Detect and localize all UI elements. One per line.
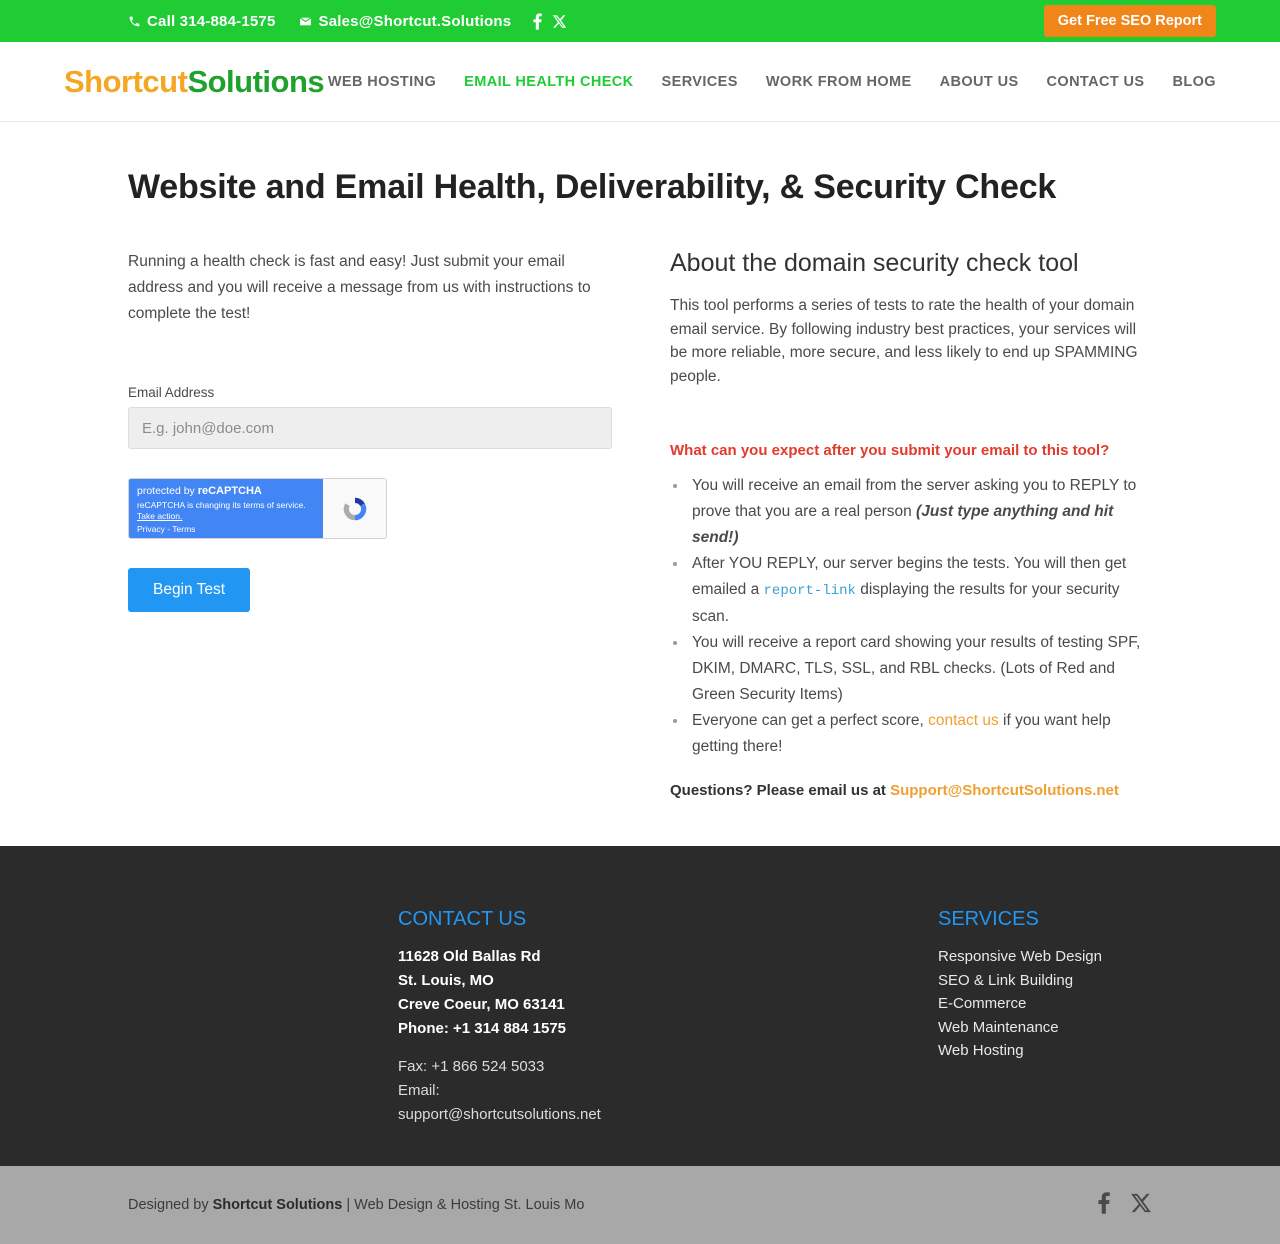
- phone-text: Call 314-884-1575: [147, 12, 276, 30]
- list-item: [688, 630, 1152, 708]
- recaptcha-protected-text: protected by: [137, 485, 198, 497]
- nav-item-services[interactable]: SERVICES: [661, 73, 738, 90]
- bullet-1-emphasis: (Just type anything and hit send!): [692, 503, 1114, 546]
- questions-line: [670, 782, 1152, 799]
- recaptcha-terms-link[interactable]: Terms: [172, 524, 196, 534]
- questions-prefix: Questions? Please email us at: [670, 782, 891, 799]
- copyright-brand[interactable]: Shortcut Solutions: [212, 1197, 343, 1213]
- footer-address-line1: 11628 Old Ballas Rd: [398, 948, 541, 965]
- about-heading: About the domain security check tool: [670, 249, 1079, 277]
- site-header: [0, 42, 1280, 122]
- email-link[interactable]: [298, 13, 512, 30]
- copyright-prefix: Designed by: [128, 1197, 213, 1213]
- email-text: Sales@Shortcut.Solutions: [318, 12, 512, 30]
- footer-fax: Fax: +1 866 524 5033: [398, 1058, 545, 1075]
- bullet-2-text-post: displaying the results for your security scan.: [692, 581, 1120, 625]
- support-email-link[interactable]: Support@ShortcutSolutions.net: [890, 782, 1119, 799]
- copyright-suffix: | Web Design & Hosting St. Louis Mo: [342, 1197, 585, 1213]
- footer-address-line3: Creve Coeur, MO 63141: [398, 996, 565, 1013]
- recaptcha-privacy-link[interactable]: Privacy: [137, 524, 165, 534]
- recaptcha-logo-area: [323, 479, 386, 538]
- recaptcha-take-action-link[interactable]: Take action.: [137, 511, 183, 521]
- footer-service-e-commerce[interactable]: E-Commerce: [938, 995, 1027, 1012]
- footer-spacer-column: [128, 908, 398, 1166]
- bullet-1-text: You will receive an email from the server asking you to REPLY to prove that you are a real person: [692, 477, 1137, 520]
- nav-item-web-hosting[interactable]: WEB HOSTING: [327, 73, 437, 90]
- x-twitter-icon[interactable]: [1130, 1192, 1152, 1219]
- nav-item-about-us[interactable]: ABOUT US: [939, 73, 1019, 90]
- recaptcha-separator: -: [164, 524, 173, 534]
- email-input[interactable]: [128, 407, 612, 449]
- recaptcha-icon: [340, 494, 370, 524]
- recaptcha-brand: reCAPTCHA: [197, 485, 262, 497]
- footer-services-column: [938, 908, 1152, 1166]
- report-link[interactable]: report-link: [763, 583, 856, 599]
- facebook-icon[interactable]: [1098, 1192, 1110, 1219]
- get-free-seo-report-button[interactable]: Get Free SEO Report: [1044, 5, 1216, 37]
- footer-phone: Phone: +1 314 884 1575: [398, 1020, 567, 1037]
- footer-bottom-bar: [0, 1166, 1280, 1244]
- main-navigation: [328, 74, 1216, 90]
- recaptcha-widget[interactable]: [128, 478, 387, 539]
- phone-icon: [128, 15, 141, 28]
- contact-us-link[interactable]: contact us: [928, 712, 999, 729]
- footer-email-label: Email:: [398, 1082, 440, 1099]
- expectations-heading: What can you expect after you submit your email to this tool?: [670, 442, 1110, 459]
- list-item: [688, 708, 1152, 760]
- recaptcha-notice: [129, 479, 323, 538]
- footer-contact-heading: CONTACT US: [398, 908, 527, 930]
- about-paragraph: This tool performs a series of tests to rate the health of your domain email service. By following industry best practices, your services will be more reliable, more secure, and less likely to end up SPAMMING people.: [670, 297, 1138, 385]
- top-utility-bar: [0, 0, 1280, 42]
- x-twitter-icon[interactable]: [552, 14, 567, 29]
- nav-item-contact-us[interactable]: CONTACT US: [1046, 73, 1145, 90]
- nav-item-blog[interactable]: BLOG: [1172, 73, 1216, 90]
- email-field-label: Email Address: [128, 385, 215, 400]
- footer-social-links: [1098, 1192, 1152, 1219]
- health-check-form-column: [128, 249, 612, 799]
- footer-address: [398, 945, 938, 1041]
- begin-test-button[interactable]: Begin Test: [128, 568, 250, 612]
- bullet-3-text: You will receive a report card showing your results of testing SPF, DKIM, DMARC, TLS, SSL, and RBL checks. (Lots of Red and Green Security Items): [692, 634, 1141, 703]
- footer-service-seo-link-building[interactable]: SEO & Link Building: [938, 971, 1074, 989]
- bullet-4-text-post: if you want help getting there!: [692, 712, 1111, 755]
- main-content: [0, 168, 1280, 799]
- nav-item-email-health-check[interactable]: EMAIL HEALTH CHECK: [464, 73, 634, 90]
- page-title: Website and Email Health, Deliverability, & Security Check: [128, 168, 1057, 206]
- site-footer: [0, 846, 1280, 1166]
- about-tool-column: [670, 249, 1152, 799]
- copyright-text: [128, 1197, 584, 1213]
- footer-service-web-maintenance[interactable]: Web Maintenance: [938, 1018, 1059, 1036]
- envelope-icon: [298, 15, 313, 28]
- phone-link[interactable]: [128, 13, 276, 30]
- list-item: [688, 473, 1152, 551]
- bullet-2-text: After YOU REPLY, our server begins the tests. You will then get emailed a: [692, 555, 1127, 598]
- footer-service-web-hosting[interactable]: Web Hosting: [938, 1042, 1024, 1059]
- list-item: [688, 551, 1152, 630]
- footer-email-value[interactable]: support@shortcutsolutions.net: [398, 1106, 601, 1123]
- recaptcha-terms-notice: reCAPTCHA is changing its terms of service.: [137, 500, 306, 510]
- footer-address-line2: St. Louis, MO: [398, 972, 494, 989]
- facebook-icon[interactable]: [533, 13, 542, 30]
- logo-text-part2: Solutions: [187, 63, 325, 99]
- logo-text-part1: Shortcut: [64, 63, 188, 99]
- footer-service-responsive-web-design[interactable]: Responsive Web Design: [938, 948, 1102, 965]
- expectations-list: [670, 473, 1152, 760]
- site-logo[interactable]: [64, 64, 324, 100]
- bullet-4-text: Everyone can get a perfect score,: [692, 712, 929, 729]
- footer-contact-column: [398, 908, 938, 1166]
- intro-paragraph: Running a health check is fast and easy! Just submit your email address and you will receive a message from us with instructions to complete the test!: [128, 253, 591, 322]
- footer-services-heading: SERVICES: [938, 908, 1039, 930]
- nav-item-work-from-home[interactable]: WORK FROM HOME: [765, 73, 912, 90]
